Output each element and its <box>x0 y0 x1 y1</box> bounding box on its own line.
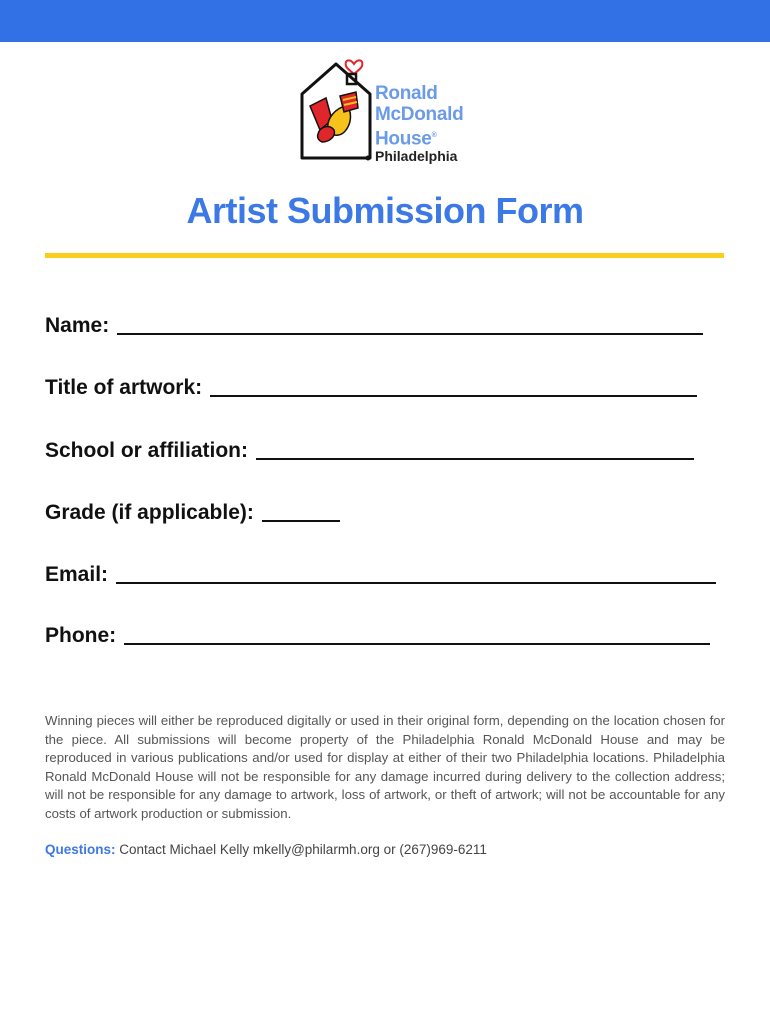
logo-line-mcdonald: McDonald <box>375 104 464 125</box>
questions-line <box>45 842 487 857</box>
email-field <box>45 563 716 587</box>
questions-contact: Contact Michael Kelly mkelly@philarmh.org or (267)969-6211 <box>119 842 487 857</box>
grade-input-line[interactable] <box>262 510 340 522</box>
email-input-line[interactable] <box>116 572 716 584</box>
logo-location: Philadelphia <box>375 148 458 164</box>
house-hands-heart-icon <box>296 50 376 168</box>
questions-label: Questions: <box>45 842 116 857</box>
grade-label: Grade (if applicable): <box>45 501 254 524</box>
name-input-line[interactable] <box>117 323 703 335</box>
registered-mark: ® <box>431 132 437 139</box>
phone-field <box>45 624 710 648</box>
email-label: Email: <box>45 563 109 586</box>
phone-label: Phone: <box>45 624 117 647</box>
title-of-artwork-label: Title of artwork: <box>45 376 203 399</box>
disclaimer-text: Winning pieces will either be reproduced digitally or used in their original form, depending on the location chosen for the piece. All submissions will become property of the Philadelphia Ronald McDonald House and may be reproduced in various publications and/or used for display at either of their two Philadelphia locations. Philadelphia Ronald McDonald House will not be responsible for any damage incurred during delivery to the collection address; will not be responsible for any damage to artwork, loss of artwork, or theft of artwork; will not be accountable for any costs of artwork production or submission. <box>45 713 725 821</box>
title-of-artwork-input-line[interactable] <box>210 385 697 397</box>
grade-field <box>45 501 340 525</box>
school-affiliation-field <box>45 439 694 463</box>
rmh-philadelphia-logo <box>296 50 486 168</box>
title-underline <box>45 253 724 258</box>
title-of-artwork-field <box>45 376 697 400</box>
logo-wordmark <box>375 83 463 149</box>
name-field <box>45 314 703 338</box>
school-affiliation-label: School or affiliation: <box>45 439 248 462</box>
name-label: Name: <box>45 314 110 337</box>
page-title: Artist Submission Form <box>186 190 584 231</box>
logo-line-house: House <box>375 128 432 150</box>
school-affiliation-input-line[interactable] <box>256 448 694 460</box>
logo-line-ronald: Ronald <box>375 83 438 104</box>
top-banner <box>0 0 770 42</box>
phone-input-line[interactable] <box>124 633 710 645</box>
